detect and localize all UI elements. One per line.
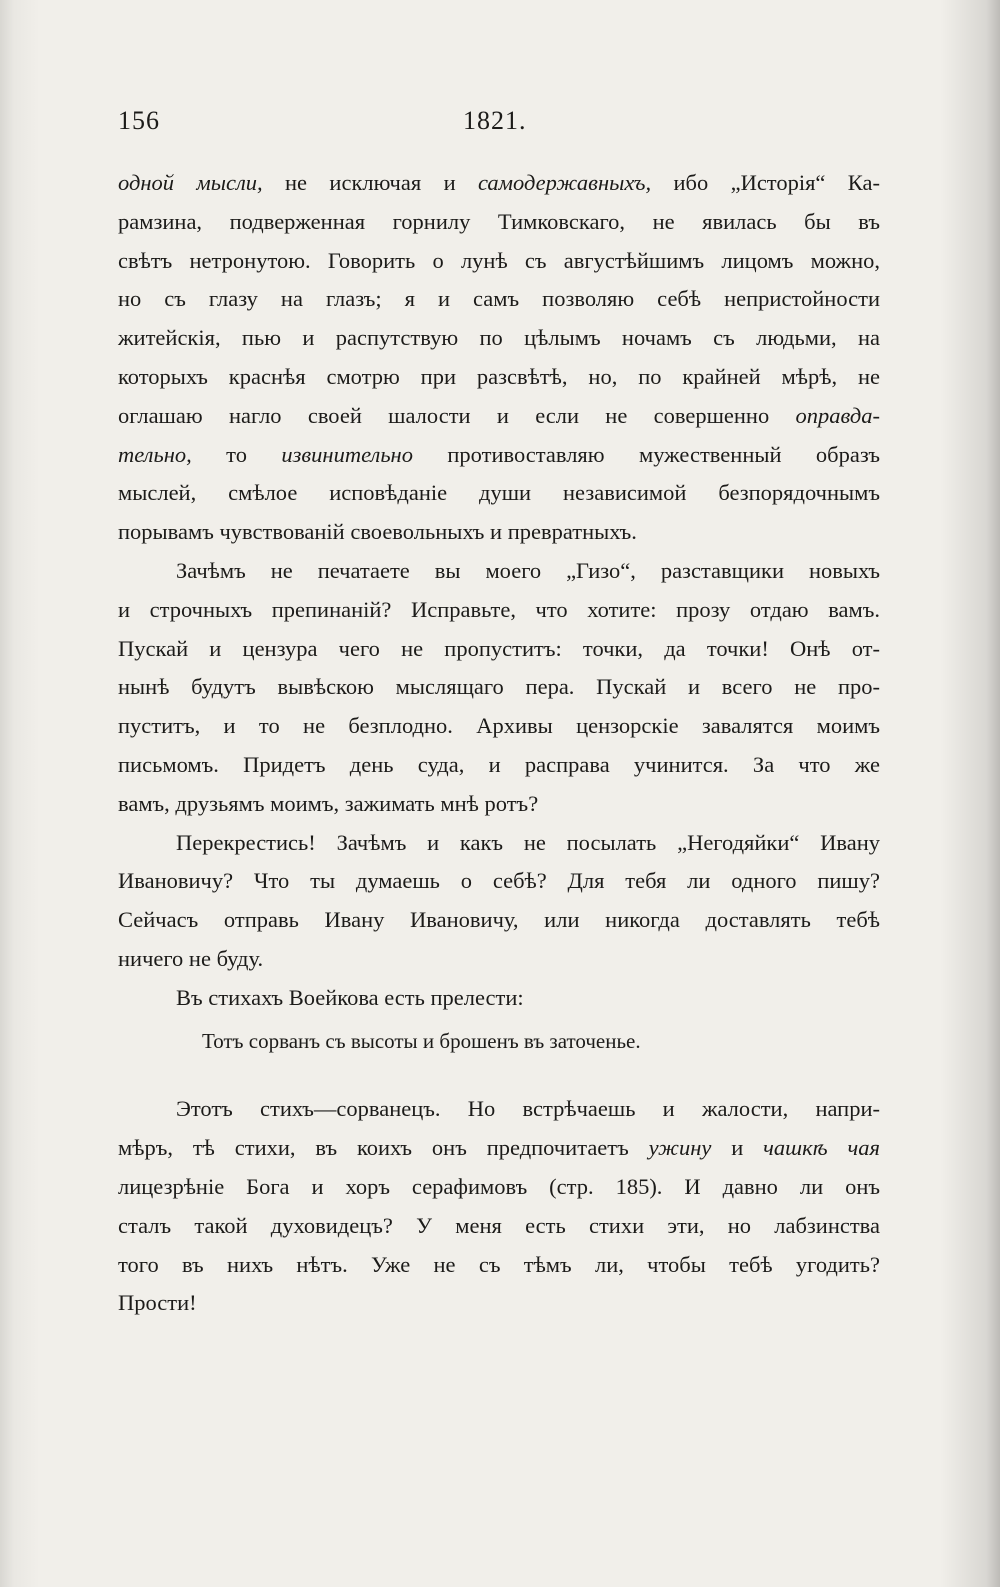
paragraph: [118, 552, 880, 824]
text-line: нынѣ будутъ вывѣскою мыслящаго пера. Пускай и всего не про-: [118, 674, 880, 700]
text-line: свѣтъ нетронутою. Говорить о лунѣ съ августѣйшимъ лицомъ можно,: [118, 247, 880, 273]
text-line: Ивановичу? Что ты думаешь о себѣ? Для тебя ли одного пишу?: [118, 868, 880, 894]
text-line: письмомъ. Придетъ день суда, и расправа учинится. За что же: [118, 751, 880, 777]
text-line: лицезрѣніе Бога и хоръ серафимовъ (стр. 185). И давно ли онъ: [118, 1173, 880, 1199]
text-line: сталъ такой духовидецъ? У меня есть стихи эти, но лабзинства: [118, 1212, 880, 1238]
text-line: [118, 164, 880, 203]
text-run: мѣръ, тѣ стихи, въ коихъ онъ предпочитаетъ: [118, 1135, 649, 1161]
text-line: того въ нихъ нѣтъ. Уже не съ тѣмъ ли, чтобы тебѣ угодить?: [118, 1251, 880, 1277]
paragraph: [118, 164, 880, 552]
text-run: оглашаю нагло своей шалости и если не совершенно: [118, 402, 796, 428]
text-run: противоставляю мужественный образъ: [412, 441, 880, 467]
italic-phrase: одной мысли,: [118, 170, 263, 195]
page-number: 156: [118, 106, 160, 135]
text-run: то: [191, 441, 282, 467]
text-line: Перекрестись! Зачѣмъ и какъ не посылать „Негодяйки“ Ивану: [176, 829, 880, 855]
text-line: Прости!: [118, 1290, 197, 1316]
running-head-year: 1821.: [463, 106, 527, 135]
body-text: [118, 164, 880, 1323]
text-line: порывамъ чувствованій своевольныхъ и превратныхъ.: [118, 519, 637, 545]
text-line: и строчныхъ препинаній? Исправьте, что хотите: прозу отдаю вамъ.: [118, 596, 880, 622]
text-line: пуститъ, и то не безплодно. Архивы цензорскіе завалятся моимъ: [118, 713, 880, 739]
text-line: [118, 397, 880, 436]
text-line: мыслей, смѣлое исповѣданіе души независимой безпорядочнымъ: [118, 480, 880, 506]
text-line: вамъ, друзьямъ моимъ, зажимать мнѣ ротъ?: [118, 790, 539, 816]
text-line: рамзина, подверженная горнилу Тимковскаго, не явилась бы въ: [118, 208, 880, 234]
text-line: Сейчасъ отправь Ивану Ивановичу, или никогда доставлять тебѣ: [118, 907, 880, 933]
italic-phrase: извинительно: [281, 441, 413, 467]
paragraph: [118, 824, 880, 979]
text-line: Этотъ стихъ—сорванецъ. Но встрѣчаешь и жалости, напри-: [176, 1096, 880, 1122]
text-run: не исключая и: [262, 170, 478, 195]
italic-phrase: оправда-: [795, 402, 880, 428]
text-line: но съ глазу на глазъ; я и самъ позволяю себѣ непристойности: [118, 286, 880, 312]
text-line: Зачѣмъ не печатаете вы моего „Гизо“, разставщики новыхъ: [176, 557, 880, 583]
text-line: Пускай и цензура чего не пропуститъ: точки, да точки! Онѣ от-: [118, 635, 880, 661]
italic-phrase: самодержавныхъ,: [478, 170, 652, 195]
text-line: Въ стихахъ Воейкова есть прелести:: [176, 984, 524, 1010]
text-line: житейскія, пью и распутствую по цѣлымъ ночамъ съ людьми, на: [118, 325, 880, 351]
text-line: [118, 1129, 880, 1168]
verse-quote: Тотъ сорванъ съ высоты и брошенъ въ заточенье.: [202, 1028, 641, 1053]
running-head: [118, 106, 878, 140]
text-run: ибо „Исторія“ Ка-: [651, 170, 880, 195]
italic-phrase: тельно,: [118, 441, 192, 467]
text-run: и: [711, 1135, 764, 1161]
paragraph: [118, 979, 880, 1018]
paragraph: [118, 1090, 880, 1323]
text-line: которыхъ краснѣя смотрю при разсвѣтѣ, но, по крайней мѣрѣ, не: [118, 363, 880, 389]
text-line: [118, 436, 880, 475]
text-line: ничего не буду.: [118, 945, 264, 971]
italic-phrase: чашкѣ чая: [763, 1135, 880, 1161]
italic-phrase: ужину: [648, 1135, 712, 1161]
